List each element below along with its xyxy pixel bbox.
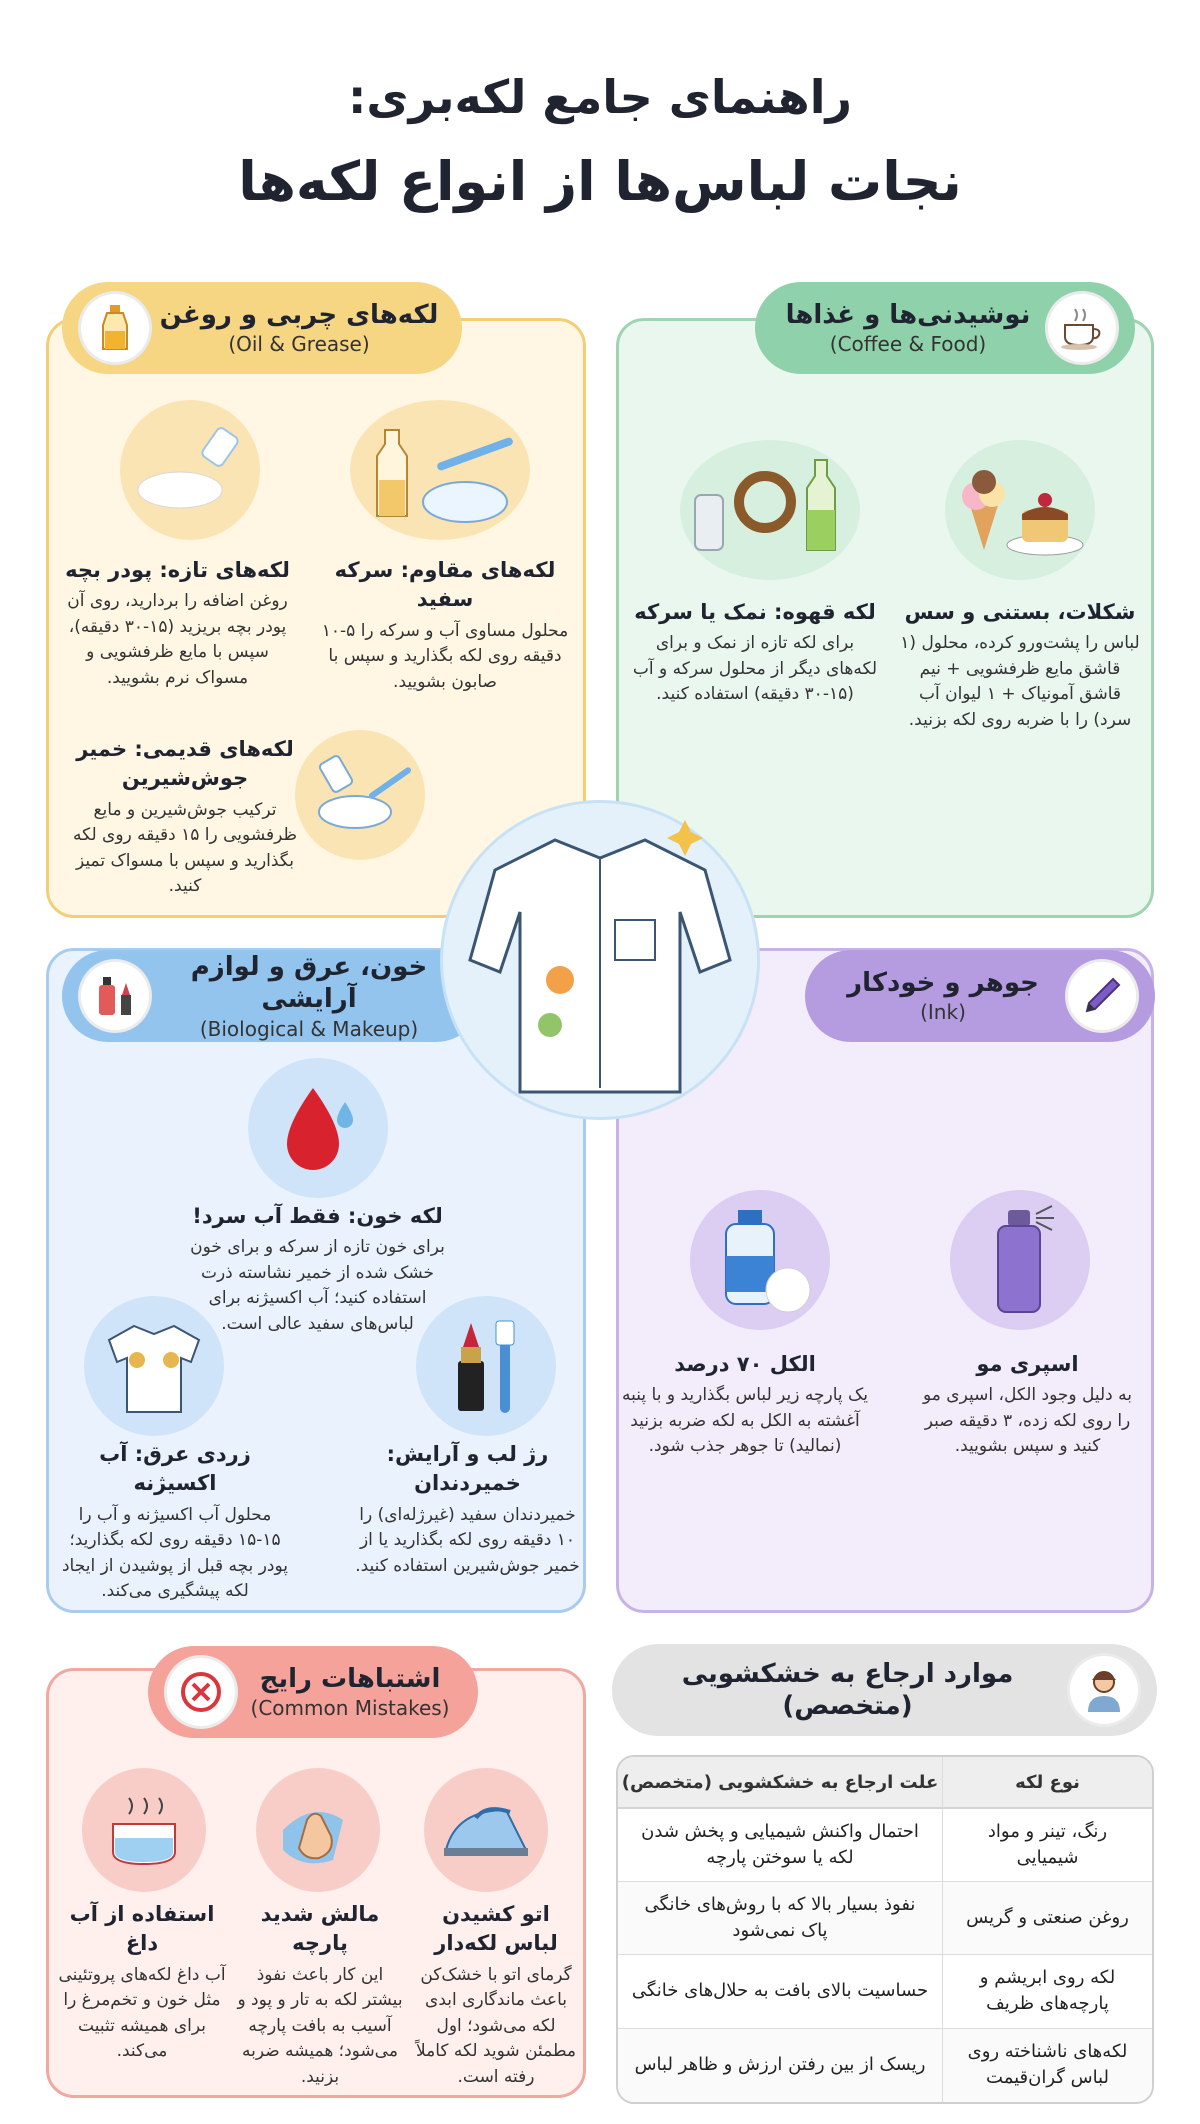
oil-item-fresh-title: لکه‌های تازه: پودر بچه: [65, 558, 290, 582]
bio-item-makeup-body: خمیردندان سفید (غیرژله‌ای) را ۱۰ دقیقه روی لکه بگذارید یا از خمیر جوش‌شیرین استفاده کنید.: [355, 1504, 580, 1576]
mistakes-section-header: [148, 1646, 478, 1738]
table-cell: لکه روی ابریشم و پارچه‌های ظریف: [942, 1955, 1152, 2028]
blood-drop-illustration: [248, 1058, 388, 1198]
mistake-item-rubbing-title: مالش شدید پارچه: [260, 1902, 380, 1956]
oil-item-stubborn: [320, 556, 570, 695]
mistakes-subtitle: (Common Mistakes): [250, 1696, 450, 1721]
mistake-item-hot-water-body: آب داغ لکه‌های پروتئینی مثل خون و تخم‌مرغ را برای همیشه تثبیت می‌کند.: [58, 1964, 226, 2062]
pen-icon: [1065, 959, 1139, 1033]
table-header-row: [618, 1757, 1152, 1809]
ink-item-hairspray-body: به دلیل وجود الکل، اسپری مو را روی لکه زده، ۳ دقیقه صبر کنید و سپس بشویید.: [922, 1385, 1132, 1457]
baby-powder-illustration: [120, 400, 260, 540]
ink-item-hairspray: [915, 1350, 1140, 1460]
table-cell: روغن صنعتی و گریس: [942, 1882, 1152, 1955]
table-cell: احتمال واکنش شیمیایی و پخش شدن لکه یا سوختن پارچه: [618, 1809, 942, 1882]
mistake-item-rubbing-body: این کار باعث نفوذ بیشتر لکه به تار و پود و آسیب به بافت پارچه می‌شود؛ همیشه ضربه بزنید.: [237, 1964, 403, 2087]
pro-title: موارد ارجاع به خشکشویی (متخصص): [681, 1658, 1014, 1721]
table-row: [618, 1809, 1152, 1882]
bio-section-header: [62, 950, 482, 1042]
oil-section-header: [62, 282, 462, 374]
mistake-item-hot-water: [58, 1900, 226, 2065]
column-header-stain-type: نوع لکه: [942, 1757, 1152, 1809]
stained-shirt-illustration: [450, 810, 750, 1110]
pro-section-header: [612, 1644, 1157, 1736]
makeup-icon: [78, 959, 152, 1033]
mistake-item-rubbing: [236, 1900, 404, 2090]
specialist-icon: [1067, 1653, 1141, 1727]
baking-soda-illustration: [295, 730, 425, 860]
dessert-illustration: [945, 440, 1095, 580]
table-row: [618, 1882, 1152, 1955]
oil-item-stubborn-body: محلول مساوی آب و سرکه را ۵-۱۰ دقیقه روی لکه بگذارید و سپس با صابون بشویید.: [321, 620, 569, 692]
coffee-title: نوشیدنی‌ها و غذاها: [785, 299, 1031, 330]
column-header-reason: علت ارجاع به خشکشویی (متخصص): [618, 1757, 942, 1809]
coffee-section-header: [755, 282, 1135, 374]
coffee-item-coffee: [630, 598, 880, 708]
oil-item-old-title: لکه‌های قدیمی: خمیر جوش‌شیرین: [76, 737, 294, 791]
ink-item-alcohol: [620, 1350, 870, 1460]
rubbing-hand-illustration: [256, 1768, 380, 1892]
sweat-shirt-illustration: [84, 1296, 224, 1436]
close-icon: [164, 1655, 238, 1729]
table-cell: ریسک از بین رفتن ارزش و ظاهر لباس: [618, 2029, 942, 2102]
mistake-item-ironing-title: اتو کشیدن لباس لکه‌دار: [434, 1902, 558, 1956]
bio-title: خون، عرق و لوازم آرایشی: [190, 951, 428, 1014]
ink-item-alcohol-title: الکل ۷۰ درصد: [674, 1352, 816, 1376]
mistake-item-ironing-body: گرمای اتو با خشک‌کن باعث ماندگاری ابدی لکه می‌شود؛ اول مطمئن شوید لکه کاملاً رفته است.: [415, 1964, 577, 2087]
table-cell: حساسیت بالای بافت به حلال‌های خانگی: [618, 1955, 942, 2028]
table-cell: لکه‌های ناشناخته روی لباس گران‌قیمت: [942, 2029, 1152, 2102]
coffee-item-chocolate-title: شکلات، بستنی و سس: [904, 600, 1136, 624]
page-title-line2: نجات لباس‌ها از انواع لکه‌ها: [238, 150, 962, 213]
table-row: [618, 2029, 1152, 2102]
bio-subtitle: (Biological & Makeup): [199, 1016, 419, 1041]
oil-item-old-body: ترکیب جوش‌شیرین و مایع ظرفشویی را ۱۵ دقیقه روی لکه بگذارید و سپس با مسواک تمیز کنید.: [72, 799, 298, 897]
oil-item-fresh-body: روغن اضافه را بردارید، روی آن پودر بچه بریزید (۱۵-۳۰ دقیقه)، سپس با مایع ظرفشویی و مسواک نرم بشویید.: [67, 591, 288, 688]
ink-item-alcohol-body: یک پارچه زیر لباس بگذارید و با پنبه آغشته به الکل به لکه ضربه بزنید (نمالید) تا جوهر جذب شود.: [622, 1385, 868, 1457]
bio-item-blood-title: لکه خون: فقط آب سرد!: [192, 1204, 443, 1228]
mistake-item-ironing: [412, 1900, 580, 2090]
hot-water-illustration: [82, 1768, 206, 1892]
page-title-line1: راهنمای جامع لکه‌بری:: [348, 70, 852, 124]
bio-item-makeup-title: رژ لب و آرایش: خمیردندان: [386, 1442, 549, 1496]
oil-item-fresh: [60, 556, 295, 691]
lipstick-toothbrush-illustration: [416, 1296, 556, 1436]
dry-cleaning-table: [616, 1755, 1154, 2104]
coffee-item-chocolate-body: لباس را پشت‌ورو کرده، محلول (۱ قاشق مایع ظرفشویی + نیم قاشق آمونیاک + ۱ لیوان آب سرد) را با ضربه روی لکه بزنید.: [900, 633, 1140, 730]
ink-title: جوهر و خودکار: [847, 967, 1039, 998]
bio-item-blood: [175, 1202, 460, 1337]
oil-title: لکه‌های چربی و روغن: [159, 299, 439, 330]
coffee-item-coffee-title: لکه قهوه: نمک یا سرکه: [634, 600, 876, 624]
bio-item-sweat: [60, 1440, 290, 1605]
iron-illustration: [424, 1768, 548, 1892]
coffee-item-coffee-body: برای لکه تازه از نمک و برای لکه‌های دیگر از محلول سرکه و آب (۱۵-۳۰ دقیقه) استفاده کنید.: [632, 633, 878, 705]
coffee-subtitle: (Coffee & Food): [829, 332, 987, 357]
oil-bottle-icon: [78, 291, 152, 365]
mistake-item-hot-water-title: استفاده از آب داغ: [69, 1902, 215, 1956]
table-cell: نفوذ بسیار بالا که با روش‌های خانگی پاک نمی‌شود: [618, 1882, 942, 1955]
oil-item-stubborn-title: لکه‌های مقاوم: سرکه سفید: [334, 558, 556, 612]
vinegar-toothbrush-illustration: [350, 400, 530, 540]
bio-item-sweat-title: زردی عرق: آب اکسیژنه: [99, 1442, 251, 1496]
table-row: [618, 1955, 1152, 2028]
alcohol-bottle-illustration: [690, 1190, 830, 1330]
bio-item-sweat-body: محلول آب اکسیژنه و آب را ۱۵-۱۵ دقیقه روی لکه بگذارید؛ پودر بچه قبل از پوشیدن از ایجاد لکه پیشگیری می‌کند.: [61, 1504, 288, 1602]
mistakes-title: اشتباهات رایج: [259, 1663, 441, 1694]
table-cell: رنگ، تینر و مواد شیمیایی: [942, 1809, 1152, 1882]
ink-subtitle: (Ink): [920, 1000, 966, 1025]
coffee-cup-icon: [1045, 291, 1119, 365]
bio-item-blood-body: برای خون تازه از سرکه و برای خون خشک شده از خمیر نشاسته ذرت استفاده کنید؛ آب اکسیژنه برای لباس‌های سفید عالی است.: [190, 1237, 445, 1334]
bio-item-makeup: [350, 1440, 585, 1579]
oil-subtitle: (Oil & Grease): [228, 332, 370, 357]
ink-section-header: [805, 950, 1155, 1042]
oil-item-old: [70, 735, 300, 900]
coffee-stain-illustration: [680, 440, 860, 580]
ink-item-hairspray-title: اسپری مو: [976, 1352, 1079, 1376]
hairspray-illustration: [950, 1190, 1090, 1330]
coffee-item-chocolate: [900, 598, 1140, 733]
